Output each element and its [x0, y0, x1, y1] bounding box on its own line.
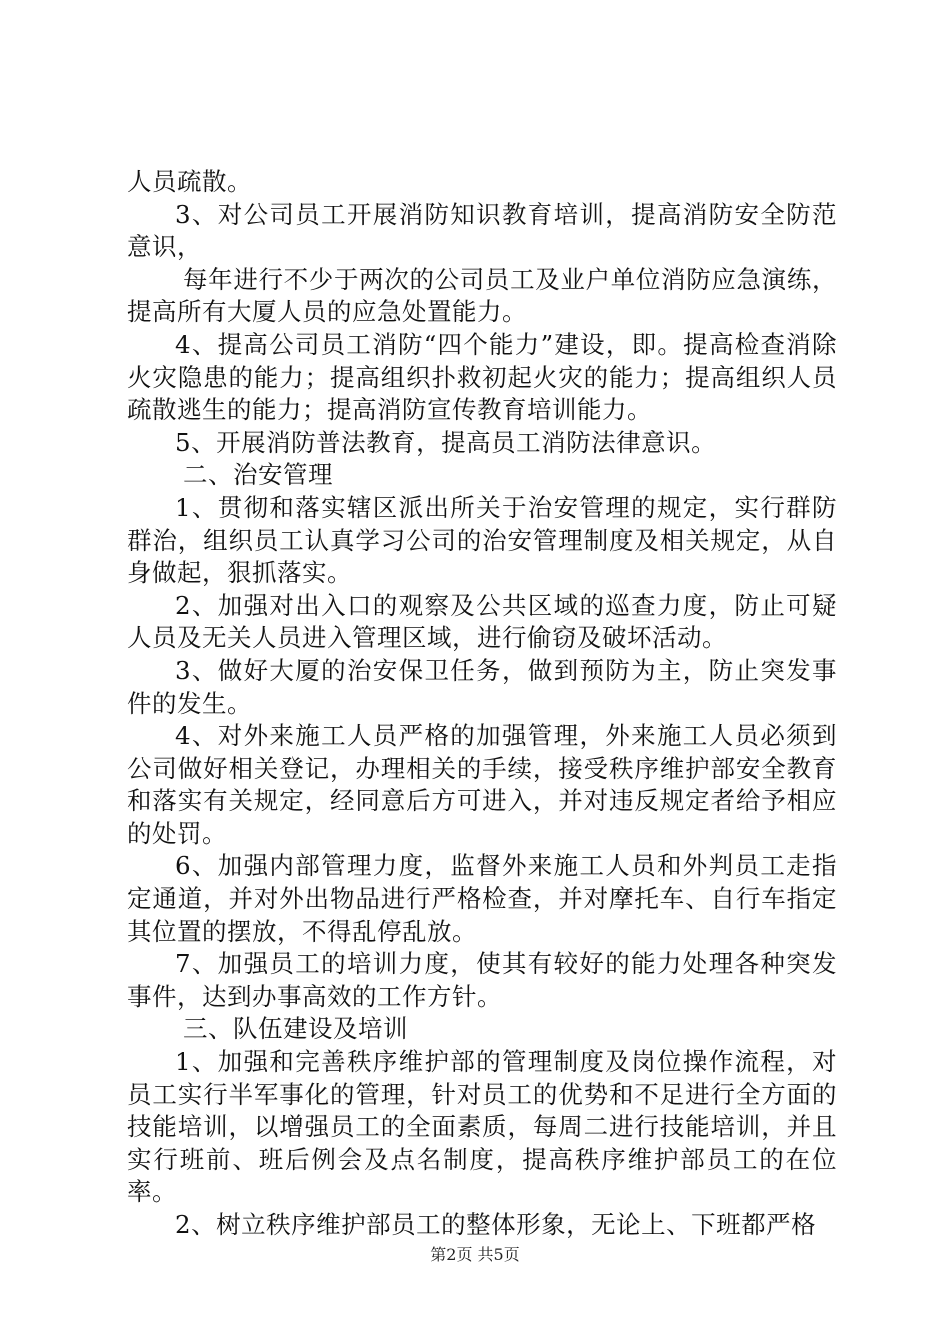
paragraph-5: 5、开展消防普法教育，提高员工消防法律意识。	[175, 427, 717, 457]
paragraph-12: 7、加强员工的培训力度，使其有较好的能力处理各种突发事件，达到办事高效的工作方针。	[127, 949, 837, 1011]
paragraph-9: 3、做好大厦的治安保卫任务，做到预防为主，防止突发事件的发生。	[127, 655, 837, 718]
page-indicator: 第2页 共5页	[430, 1245, 520, 1264]
paragraph-14: 1、加强和完善秩序维护部的管理制度及岗位操作流程，对员工实行半军事化的管理，针对员工的优势和不足进行全方面的技能培训，以增强员工的全面素质，每周二进行技能培训，并且实行班前、班后例会及点名制度，提高秩序维护部员工的在位率。	[127, 1047, 837, 1207]
paragraph-11: 6、加强内部管理力度，监督外来施工人员和外判员工走指定通道，并对外出物品进行严格检查，并对摩托车、自行车指定其位置的摆放，不得乱停乱放。	[127, 851, 837, 946]
paragraph-8: 2、加强对出入口的观察及公共区域的巡查力度，防止可疑人员及无关人员进入管理区域，进行偷窃及破坏活动。	[127, 590, 837, 653]
page-footer	[0, 1245, 950, 1265]
paragraph-10: 4、对外来施工人员严格的加强管理，外来施工人员必须到公司做好相关登记，办理相关的手续，接受秩序维护部安全教育和落实有关规定，经同意后方可进入，并对违反规定者给予相应的处罚。	[127, 721, 837, 848]
paragraph-2: 3、对公司员工开展消防知识教育培训，提高消防安全防范意识，	[127, 199, 837, 262]
section-heading-team-training: 三、队伍建设及培训	[183, 1014, 408, 1044]
paragraph-15: 2、树立秩序维护部员工的整体形象，无论上、下班都严格	[175, 1210, 817, 1239]
paragraph-3: 每年进行不少于两次的公司员工及业户单位消防应急演练，提高所有大厦人员的应急处置能力。	[127, 264, 837, 327]
paragraph-4: 4、提高公司员工消防“四个能力”建设，即。提高检查消除火灾隐患的能力；提高组织扑救初起火灾的能力；提高组织人员疏散逃生的能力；提高消防宣传教育培训能力。	[127, 329, 837, 425]
paragraph-7: 1、贯彻和落实辖区派出所关于治安管理的规定，实行群防群治，组织员工认真学习公司的治安管理制度及相关规定，从自身做起，狠抓落实。	[127, 492, 837, 588]
paragraph-1: 人员疏散。	[127, 167, 252, 196]
section-heading-public-security: 二、治安管理	[183, 460, 333, 490]
document-body	[127, 166, 837, 1242]
